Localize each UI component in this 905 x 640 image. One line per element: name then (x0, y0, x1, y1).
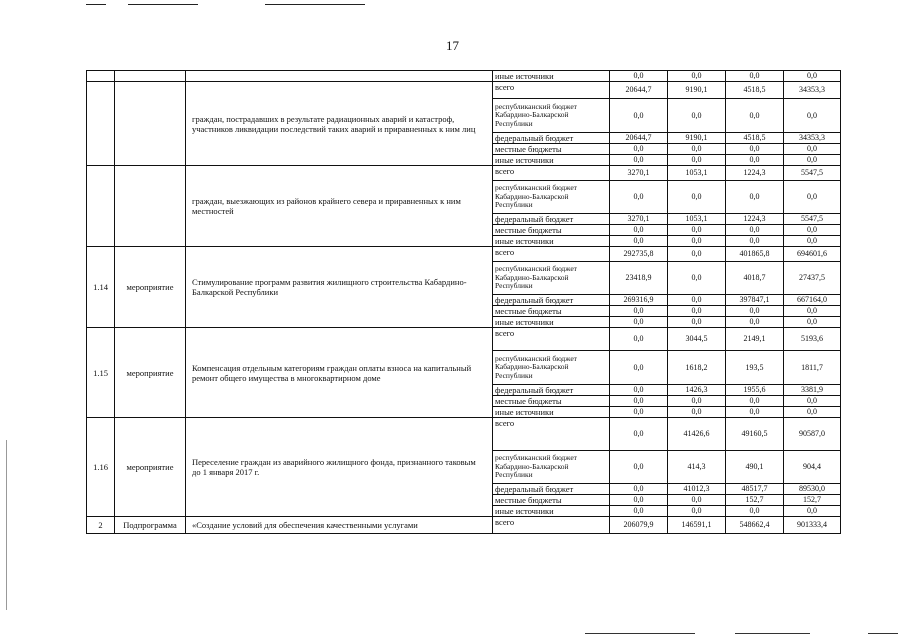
value-cell: 0,0 (784, 225, 841, 236)
source-cell: иные источники (493, 71, 610, 82)
table-row (87, 71, 841, 82)
value-cell: 4518,5 (726, 133, 784, 144)
value-cell: 3044,5 (668, 328, 726, 351)
source-cell: местные бюджеты (493, 495, 610, 506)
num-cell (87, 166, 115, 247)
table-row (87, 328, 841, 351)
source-cell: местные бюджеты (493, 225, 610, 236)
value-cell: 0,0 (610, 396, 668, 407)
value-cell: 0,0 (726, 306, 784, 317)
source-cell: республиканский бюджет Кабардино-Балкарской Республики (493, 99, 610, 133)
value-cell: 901333,4 (784, 517, 841, 534)
value-cell: 904,4 (784, 451, 841, 484)
value-cell: 0,0 (610, 71, 668, 82)
value-cell: 0,0 (610, 407, 668, 418)
value-cell: 4518,5 (726, 82, 784, 99)
value-cell: 27437,5 (784, 262, 841, 295)
value-cell: 0,0 (784, 317, 841, 328)
value-cell: 0,0 (668, 396, 726, 407)
value-cell: 269316,9 (610, 295, 668, 306)
value-cell: 0,0 (726, 407, 784, 418)
value-cell: 146591,1 (668, 517, 726, 534)
source-cell: всего (493, 166, 610, 181)
source-cell: всего (493, 418, 610, 451)
footer-rule-3 (868, 633, 898, 634)
value-cell: 48517,7 (726, 484, 784, 495)
table-row (87, 247, 841, 262)
value-cell: 90587,0 (784, 418, 841, 451)
source-cell: иные источники (493, 506, 610, 517)
value-cell: 1053,1 (668, 166, 726, 181)
source-cell: республиканский бюджет Кабардино-Балкарской Республики (493, 262, 610, 295)
footer-rule-2 (735, 633, 810, 634)
value-cell: 0,0 (668, 407, 726, 418)
page-number: 17 (446, 38, 459, 53)
value-cell: 5547,5 (784, 214, 841, 225)
source-cell: всего (493, 517, 610, 534)
value-cell: 667164,0 (784, 295, 841, 306)
value-cell: 9190,1 (668, 82, 726, 99)
source-cell: местные бюджеты (493, 396, 610, 407)
value-cell: 0,0 (610, 225, 668, 236)
value-cell: 0,0 (610, 317, 668, 328)
value-cell: 193,5 (726, 351, 784, 385)
header-rule-2 (128, 4, 198, 5)
table-row (87, 166, 841, 181)
value-cell: 0,0 (784, 396, 841, 407)
num-cell: 1.14 (87, 247, 115, 328)
value-cell: 0,0 (726, 155, 784, 166)
value-cell: 0,0 (668, 99, 726, 133)
value-cell: 292735,8 (610, 247, 668, 262)
value-cell: 0,0 (784, 155, 841, 166)
source-cell: местные бюджеты (493, 144, 610, 155)
value-cell: 0,0 (668, 306, 726, 317)
value-cell: 49160,5 (726, 418, 784, 451)
value-cell: 0,0 (610, 236, 668, 247)
value-cell: 0,0 (784, 71, 841, 82)
table-row (87, 418, 841, 451)
value-cell: 0,0 (668, 317, 726, 328)
value-cell: 0,0 (726, 99, 784, 133)
value-cell: 548662,4 (726, 517, 784, 534)
value-cell: 0,0 (726, 317, 784, 328)
value-cell: 0,0 (784, 306, 841, 317)
value-cell: 0,0 (610, 451, 668, 484)
source-cell: местные бюджеты (493, 306, 610, 317)
value-cell: 0,0 (726, 506, 784, 517)
type-cell: мероприятие (115, 418, 186, 517)
value-cell: 0,0 (610, 506, 668, 517)
value-cell: 0,0 (784, 99, 841, 133)
value-cell: 3270,1 (610, 214, 668, 225)
value-cell: 490,1 (726, 451, 784, 484)
value-cell: 0,0 (668, 247, 726, 262)
source-cell: иные источники (493, 236, 610, 247)
source-cell: республиканский бюджет Кабардино-Балкарской Республики (493, 181, 610, 214)
value-cell: 0,0 (610, 181, 668, 214)
value-cell: 0,0 (784, 144, 841, 155)
value-cell: 34353,3 (784, 82, 841, 99)
source-cell: федеральный бюджет (493, 295, 610, 306)
name-cell: «Создание условий для обеспечения качественными услугами (186, 517, 493, 534)
budget-table (86, 70, 841, 534)
value-cell: 9190,1 (668, 133, 726, 144)
value-cell: 0,0 (610, 385, 668, 396)
num-cell: 2 (87, 517, 115, 534)
value-cell: 0,0 (784, 506, 841, 517)
name-cell: Переселение граждан из аварийного жилищного фонда, признанного таковым до 1 января 2017 г. (186, 418, 493, 517)
value-cell: 5193,6 (784, 328, 841, 351)
type-cell (115, 166, 186, 247)
value-cell: 206079,9 (610, 517, 668, 534)
value-cell: 0,0 (668, 181, 726, 214)
header-rule-3 (265, 4, 365, 5)
value-cell: 0,0 (610, 328, 668, 351)
value-cell: 0,0 (610, 144, 668, 155)
source-cell: иные источники (493, 407, 610, 418)
source-cell: всего (493, 82, 610, 99)
value-cell: 1224,3 (726, 166, 784, 181)
value-cell: 0,0 (610, 484, 668, 495)
value-cell: 0,0 (668, 155, 726, 166)
value-cell: 2149,1 (726, 328, 784, 351)
value-cell: 0,0 (726, 225, 784, 236)
footer-rule-1 (585, 633, 695, 634)
value-cell: 694601,6 (784, 247, 841, 262)
value-cell: 4018,7 (726, 262, 784, 295)
value-cell: 89530,0 (784, 484, 841, 495)
num-cell: 1.15 (87, 328, 115, 418)
source-cell: республиканский бюджет Кабардино-Балкарской Республики (493, 351, 610, 385)
value-cell: 0,0 (610, 495, 668, 506)
num-cell: 1.16 (87, 418, 115, 517)
value-cell: 0,0 (668, 495, 726, 506)
source-cell: федеральный бюджет (493, 214, 610, 225)
value-cell: 3381,9 (784, 385, 841, 396)
value-cell: 0,0 (668, 236, 726, 247)
value-cell: 0,0 (784, 236, 841, 247)
value-cell: 152,7 (784, 495, 841, 506)
value-cell: 397847,1 (726, 295, 784, 306)
value-cell: 0,0 (668, 262, 726, 295)
source-cell: иные источники (493, 155, 610, 166)
value-cell: 0,0 (610, 155, 668, 166)
value-cell: 1426,3 (668, 385, 726, 396)
type-cell: мероприятие (115, 328, 186, 418)
type-cell: Подпрограмма (115, 517, 186, 534)
table-row (87, 82, 841, 99)
value-cell: 0,0 (784, 407, 841, 418)
value-cell: 3270,1 (610, 166, 668, 181)
value-cell: 20644,7 (610, 133, 668, 144)
type-cell (115, 82, 186, 166)
source-cell: республиканский бюджет Кабардино-Балкарской Республики (493, 451, 610, 484)
value-cell: 0,0 (668, 71, 726, 82)
value-cell: 152,7 (726, 495, 784, 506)
value-cell: 34353,3 (784, 133, 841, 144)
source-cell: иные источники (493, 317, 610, 328)
value-cell: 20644,7 (610, 82, 668, 99)
value-cell: 1811,7 (784, 351, 841, 385)
value-cell: 0,0 (668, 295, 726, 306)
num-cell (87, 71, 115, 82)
name-cell (186, 71, 493, 82)
value-cell: 0,0 (726, 236, 784, 247)
table-row (87, 517, 841, 534)
value-cell: 23418,9 (610, 262, 668, 295)
value-cell: 5547,5 (784, 166, 841, 181)
value-cell: 1053,1 (668, 214, 726, 225)
num-cell (87, 82, 115, 166)
header-rule-1 (86, 4, 106, 5)
value-cell: 0,0 (610, 418, 668, 451)
type-cell (115, 71, 186, 82)
value-cell: 0,0 (668, 225, 726, 236)
value-cell: 0,0 (610, 99, 668, 133)
value-cell: 414,3 (668, 451, 726, 484)
value-cell: 0,0 (726, 396, 784, 407)
type-cell: мероприятие (115, 247, 186, 328)
value-cell: 401865,8 (726, 247, 784, 262)
source-cell: федеральный бюджет (493, 484, 610, 495)
value-cell: 0,0 (610, 351, 668, 385)
source-cell: федеральный бюджет (493, 133, 610, 144)
value-cell: 0,0 (668, 144, 726, 155)
value-cell: 0,0 (726, 181, 784, 214)
name-cell: граждан, выезжающих из районов крайнего севера и приравненных к ним местностей (186, 166, 493, 247)
value-cell: 0,0 (610, 306, 668, 317)
name-cell: граждан, пострадавших в результате радиационных аварий и катастроф, участников ликвидации последствий таких аварий и приравненных к ним лиц (186, 82, 493, 166)
source-cell: всего (493, 328, 610, 351)
source-cell: всего (493, 247, 610, 262)
value-cell: 0,0 (668, 506, 726, 517)
margin-mark (6, 440, 7, 610)
name-cell: Стимулирование программ развития жилищного строительства Кабардино-Балкарской Республики (186, 247, 493, 328)
value-cell: 41012,3 (668, 484, 726, 495)
value-cell: 0,0 (784, 181, 841, 214)
value-cell: 1224,3 (726, 214, 784, 225)
source-cell: федеральный бюджет (493, 385, 610, 396)
name-cell: Компенсация отдельным категориям граждан оплаты взноса на капитальный ремонт общего имущества в многоквартирном доме (186, 328, 493, 418)
value-cell: 1955,6 (726, 385, 784, 396)
value-cell: 1618,2 (668, 351, 726, 385)
value-cell: 0,0 (726, 71, 784, 82)
value-cell: 41426,6 (668, 418, 726, 451)
value-cell: 0,0 (726, 144, 784, 155)
